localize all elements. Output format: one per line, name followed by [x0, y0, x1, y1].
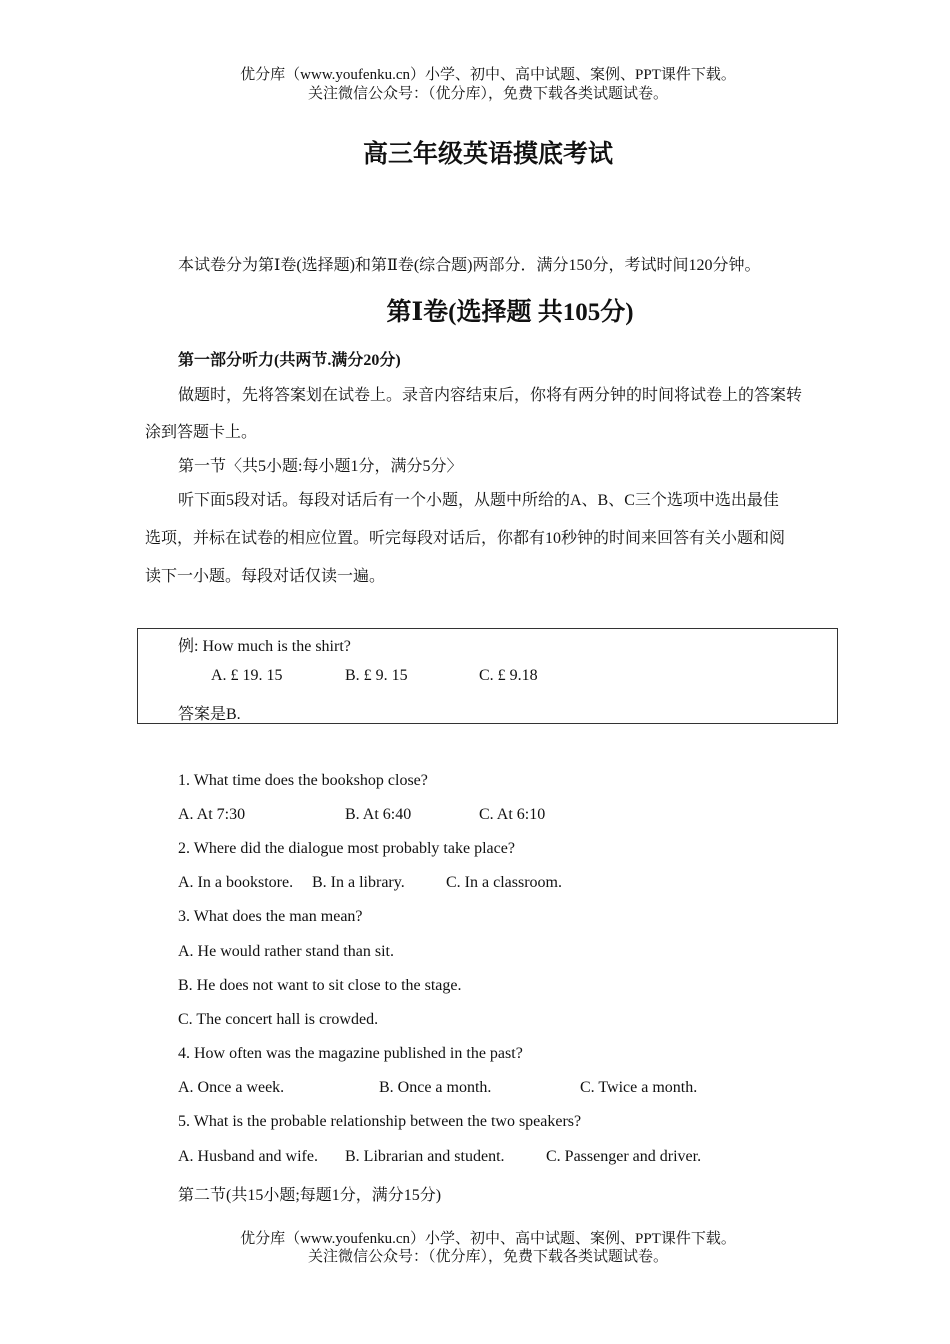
example-option-a: A. £ 19. 15 [211, 667, 283, 684]
question-5-option-c: C. Passenger and driver. [546, 1148, 702, 1165]
page-title: 高三年级英语摸底考试 [362, 141, 613, 168]
question-1-option-c: C. At 6:10 [479, 806, 546, 823]
question-5-option-b: B. Librarian and student. [345, 1148, 505, 1165]
example-option-b: B. £ 9. 15 [345, 667, 408, 684]
question-5: 5. What is the probable relationship between the two speakers? [178, 1113, 582, 1130]
part1-heading: 第一部分听力(共两节.满分20分) [178, 352, 401, 369]
section1-instruction-line-3: 读下一小题。每段对话仅读一遍。 [145, 568, 386, 585]
page-footer-line-2: 关注微信公众号：（优分库），免费下载各类试题试卷。 [307, 1249, 668, 1265]
section1-instruction-line-2: 选项，并标在试卷的相应位置。听完每段对话后，你都有10秒钟的时间来回答有关小题和阅 [145, 530, 786, 547]
section2-heading: 第二节(共15小题;每题1分，满分15分) [178, 1187, 442, 1204]
question-3-option-a: A. He would rather stand than sit. [178, 943, 394, 960]
question-4-option-b: B. Once a month. [379, 1079, 492, 1096]
page-header-line-1: 优分库（www.youfenku.cn）小学、初中、高中试题、案例、PPT课件下载。 [240, 67, 736, 83]
example-option-c: C. £ 9.18 [479, 667, 538, 684]
example-answer: 答案是B. [178, 706, 241, 723]
question-2-option-a: A. In a bookstore. [178, 874, 294, 891]
question-3-option-b: B. He does not want to sit close to the stage. [178, 977, 462, 994]
question-4-option-a: A. Once a week. [178, 1079, 285, 1096]
part1-instruction-line-2: 涂到答题卡上。 [145, 424, 258, 441]
question-4: 4. How often was the magazine published in the past? [178, 1045, 523, 1062]
question-3-option-c: C. The concert hall is crowded. [178, 1011, 379, 1028]
part1-instruction-line-1: 做题时，先将答案划在试卷上。录音内容结束后，你将有两分钟的时间将试卷上的答案转 [178, 387, 803, 404]
page-header-line-2: 关注微信公众号：（优分库），免费下载各类试题试卷。 [307, 86, 668, 102]
question-2-option-b: B. In a library. [312, 874, 405, 891]
question-1-option-b: B. At 6:40 [345, 806, 412, 823]
question-1-option-a: A. At 7:30 [178, 806, 246, 823]
question-1: 1. What time does the bookshop close? [178, 772, 428, 789]
example-question: 例: How much is the shirt? [178, 638, 351, 655]
question-2-option-c: C. In a classroom. [446, 874, 562, 891]
question-5-option-a: A. Husband and wife. [178, 1148, 318, 1165]
question-3: 3. What does the man mean? [178, 908, 363, 925]
intro-paragraph: 本试卷分为第Ⅰ卷(选择题)和第Ⅱ卷(综合题)两部分．满分150分，考试时间120分钟。 [178, 257, 761, 274]
question-4-option-c: C. Twice a month. [580, 1079, 698, 1096]
page-footer-line-1: 优分库（www.youfenku.cn）小学、初中、高中试题、案例、PPT课件下载。 [240, 1231, 736, 1247]
question-2: 2. Where did the dialogue most probably take place? [178, 840, 515, 857]
section1-instruction-line-1: 听下面5段对话。每段对话后有一个小题，从题中所给的A、B、C三个选项中选出最佳 [178, 492, 779, 509]
section1-heading: 第一节〈共5小题:每小题1分，满分5分〉 [178, 458, 463, 475]
section-title: 第Ⅰ卷(选择题 共105分) [386, 299, 634, 326]
